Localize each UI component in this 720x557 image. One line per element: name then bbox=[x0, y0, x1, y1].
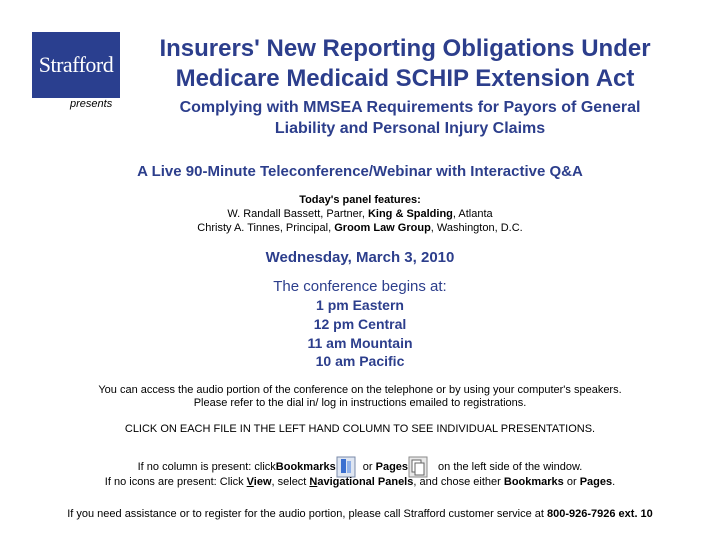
strafford-logo bbox=[32, 32, 120, 98]
time-mountain: 11 am Mountain bbox=[307, 335, 413, 351]
no-icons-instruction: If no icons are present: Click View, select Navigational Panels, and chose either Bookmarks or Pages. bbox=[104, 476, 616, 488]
panel-heading: Today's panel features: bbox=[299, 194, 421, 206]
time-eastern: 1 pm Eastern bbox=[316, 297, 404, 313]
event-date: Wednesday, March 3, 2010 bbox=[265, 249, 455, 266]
click-instruction: CLICK ON EACH FILE IN THE LEFT HAND COLUMN TO SEE INDIVIDUAL PRESENTATIONS. bbox=[124, 423, 596, 435]
begins-label: The conference begins at: bbox=[273, 278, 447, 295]
pages-icon bbox=[408, 456, 428, 478]
audio-note-2: Please refer to the dial in/ log in instructions emailed to registrations. bbox=[193, 397, 527, 409]
panelist-1: W. Randall Bassett, Partner, King & Spalding, Atlanta bbox=[227, 208, 493, 220]
time-central: 12 pm Central bbox=[313, 316, 407, 332]
page-title: Insurers' New Reporting Obligations Under Medicare Medicaid SCHIP Extension Act bbox=[159, 35, 651, 92]
logo-text: Strafford bbox=[38, 52, 114, 77]
page-subtitle: Complying with MMSEA Requirements for Payors of General Liability and Personal Injury Claims bbox=[179, 99, 641, 137]
audio-note-1: You can access the audio portion of the conference on the telephone or by using your computer's speakers. bbox=[98, 384, 622, 396]
panelist-2: Christy A. Tinnes, Principal, Groom Law Group, Washington, D.C. bbox=[197, 222, 523, 234]
presents-label: presents bbox=[70, 98, 113, 110]
assistance-note: If you need assistance or to register for the audio portion, please call Strafford customer service at 800-926-7926 ext. 10 bbox=[67, 508, 653, 520]
webinar-format: A Live 90-Minute Teleconference/Webinar with Interactive Q&A bbox=[137, 163, 583, 180]
time-pacific: 10 am Pacific bbox=[315, 353, 405, 369]
no-column-instruction: If no column is present: click Bookmarks or Pages on the left side of the window. bbox=[0, 456, 720, 478]
bookmarks-icon bbox=[336, 456, 356, 478]
